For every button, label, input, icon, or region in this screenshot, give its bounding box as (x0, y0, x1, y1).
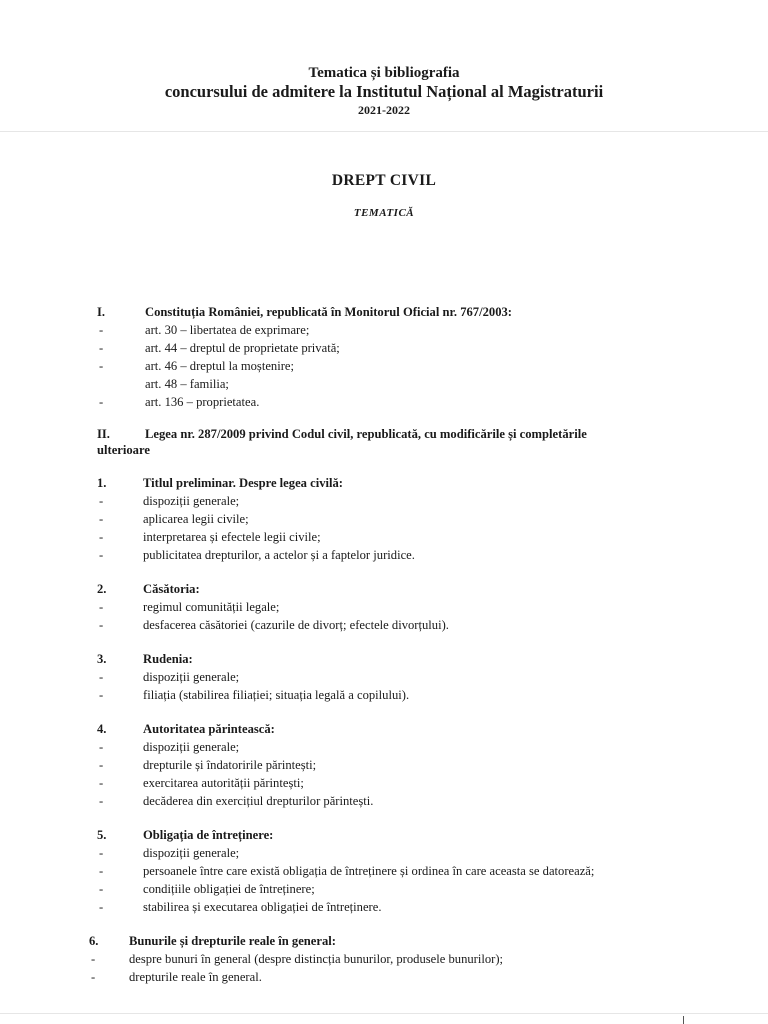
bullet-dash: - (99, 846, 104, 860)
section-title-continuation: ulterioare (97, 443, 150, 457)
list-item (89, 950, 737, 968)
list-item-text: regimul comunității legale; (143, 600, 280, 614)
subsection-preliminary-title (97, 474, 737, 564)
bullet-dash: - (99, 794, 104, 808)
list-item-text: art. 44 – dreptul de proprietate privată; (145, 341, 340, 355)
subsection-parental-authority (97, 720, 737, 810)
list-item-text: interpretarea și efectele legii civile; (143, 530, 321, 544)
subsection-title: Bunurile și drepturile reale în general: (129, 934, 336, 948)
list-item (97, 492, 737, 510)
subsection-number: 5. (97, 828, 107, 842)
bullet-dash: - (99, 864, 104, 878)
list-item-text: persoanele între care există obligația de întreținere și ordinea în care aceasta se datorează; (143, 864, 595, 878)
list-item (97, 738, 737, 756)
list-item-text: desfacerea căsătoriei (cazurile de divorț; efectele divorțului). (143, 618, 449, 632)
header-title: Tematica și bibliografia (308, 65, 460, 81)
list-item (97, 756, 737, 774)
subsection-number: 2. (97, 582, 107, 596)
list-item (97, 339, 737, 357)
bullet-dash: - (99, 618, 104, 632)
list-item (97, 546, 737, 564)
list-item (97, 510, 737, 528)
list-item-text: decăderea din exercițiul drepturilor părintești. (143, 794, 374, 808)
subsection-heading (97, 650, 737, 668)
list-item-text: stabilirea și executarea obligației de întreținere. (143, 900, 382, 914)
list-item (97, 668, 737, 686)
bullet-dash: - (99, 882, 104, 896)
list-item-text: despre bunuri în general (despre distincția bunurilor, produsele bunurilor); (129, 952, 504, 966)
list-item-text: dispoziții generale; (143, 740, 240, 754)
list-item-text: art. 30 – libertatea de exprimare; (145, 323, 310, 337)
list-item (97, 844, 737, 862)
list-item-text: art. 48 – familia; (145, 377, 229, 391)
subject-subtitle: TEMATICĂ (353, 207, 415, 219)
bullet-dash: - (91, 970, 96, 984)
subsection-title: Autoritatea părintească: (143, 722, 275, 736)
section-constitution (97, 303, 737, 411)
scan-mark (683, 1016, 684, 1024)
bullet-dash: - (99, 688, 104, 702)
section-heading (97, 425, 737, 443)
subsection-heading (89, 932, 737, 950)
bullet-dash: - (99, 530, 104, 544)
list-item (97, 774, 737, 792)
bullet-dash: - (99, 323, 104, 337)
subsection-heading (97, 580, 737, 598)
section-number: II. (97, 427, 110, 441)
header-subtitle: concursului de admitere la Institutul Național al Magistraturii (164, 82, 604, 101)
section-title: Legea nr. 287/2009 privind Codul civil, republicată, cu modificările și completările (145, 427, 587, 441)
subject-title: DREPT CIVIL (331, 172, 437, 189)
list-item (97, 393, 737, 411)
bullet-dash: - (99, 670, 104, 684)
list-item-text: art. 46 – dreptul la moștenire; (145, 359, 294, 373)
subsection-marriage (97, 580, 737, 634)
list-item (97, 898, 737, 916)
subsection-number: 1. (97, 476, 107, 490)
list-item-text: exercitarea autorității părintești; (143, 776, 304, 790)
list-item (97, 862, 737, 880)
list-item-text: drepturile și îndatoririle părintești; (143, 758, 317, 772)
list-item-text: dispoziții generale; (143, 494, 240, 508)
bullet-dash (97, 375, 145, 393)
list-item (97, 792, 737, 810)
subsection-number: 4. (97, 722, 107, 736)
document-body (89, 303, 737, 986)
list-item-text: dispoziții generale; (143, 846, 240, 860)
section-heading (97, 303, 737, 321)
list-item (97, 528, 737, 546)
subsection-title: Rudenia: (143, 652, 193, 666)
list-item (97, 616, 737, 634)
subsection-kinship (97, 650, 737, 704)
bullet-dash: - (99, 395, 104, 409)
bullet-dash: - (99, 341, 104, 355)
subsection-property-rights (89, 932, 737, 986)
list-item (97, 375, 737, 393)
list-item (97, 321, 737, 339)
subsection-maintenance-obligation (97, 826, 737, 916)
header-year: 2021-2022 (358, 103, 410, 117)
list-item-text: art. 136 – proprietatea. (145, 395, 260, 409)
list-item-text: filiația (stabilirea filiației; situația legală a copilului). (143, 688, 410, 702)
bullet-dash: - (99, 900, 104, 914)
list-item (97, 880, 737, 898)
list-item-text: aplicarea legii civile; (143, 512, 249, 526)
subsection-number: 3. (97, 652, 107, 666)
top-rule (0, 131, 768, 132)
bullet-dash: - (99, 359, 104, 373)
subsection-heading (97, 826, 737, 844)
subsection-number: 6. (89, 934, 99, 948)
bullet-dash: - (99, 600, 104, 614)
bullet-dash: - (99, 548, 104, 562)
bullet-dash: - (91, 952, 96, 966)
subsection-title: Căsătoria: (143, 582, 200, 596)
list-item-text: dispoziții generale; (143, 670, 240, 684)
section-civil-code (97, 425, 737, 458)
bullet-dash: - (99, 740, 104, 754)
list-item (97, 357, 737, 375)
subsection-title: Obligația de întreținere: (143, 828, 274, 842)
list-item (89, 968, 737, 986)
bullet-dash: - (99, 512, 104, 526)
subsection-title: Titlul preliminar. Despre legea civilă: (143, 476, 343, 490)
list-item-text: drepturile reale în general. (129, 970, 262, 984)
bullet-dash: - (99, 758, 104, 772)
section-number: I. (97, 305, 106, 319)
document-header (0, 64, 768, 118)
subsection-heading (97, 720, 737, 738)
section-title: Constituția României, republicată în Monitorul Oficial nr. 767/2003: (145, 305, 512, 319)
list-item (97, 686, 737, 704)
list-item-text: publicitatea drepturilor, a actelor și a faptelor juridice. (143, 548, 415, 562)
bottom-rule (0, 1013, 768, 1014)
list-item (97, 598, 737, 616)
subsection-heading (97, 474, 737, 492)
bullet-dash: - (99, 776, 104, 790)
bullet-dash: - (99, 494, 104, 508)
list-item-text: condițiile obligației de întreținere; (143, 882, 315, 896)
